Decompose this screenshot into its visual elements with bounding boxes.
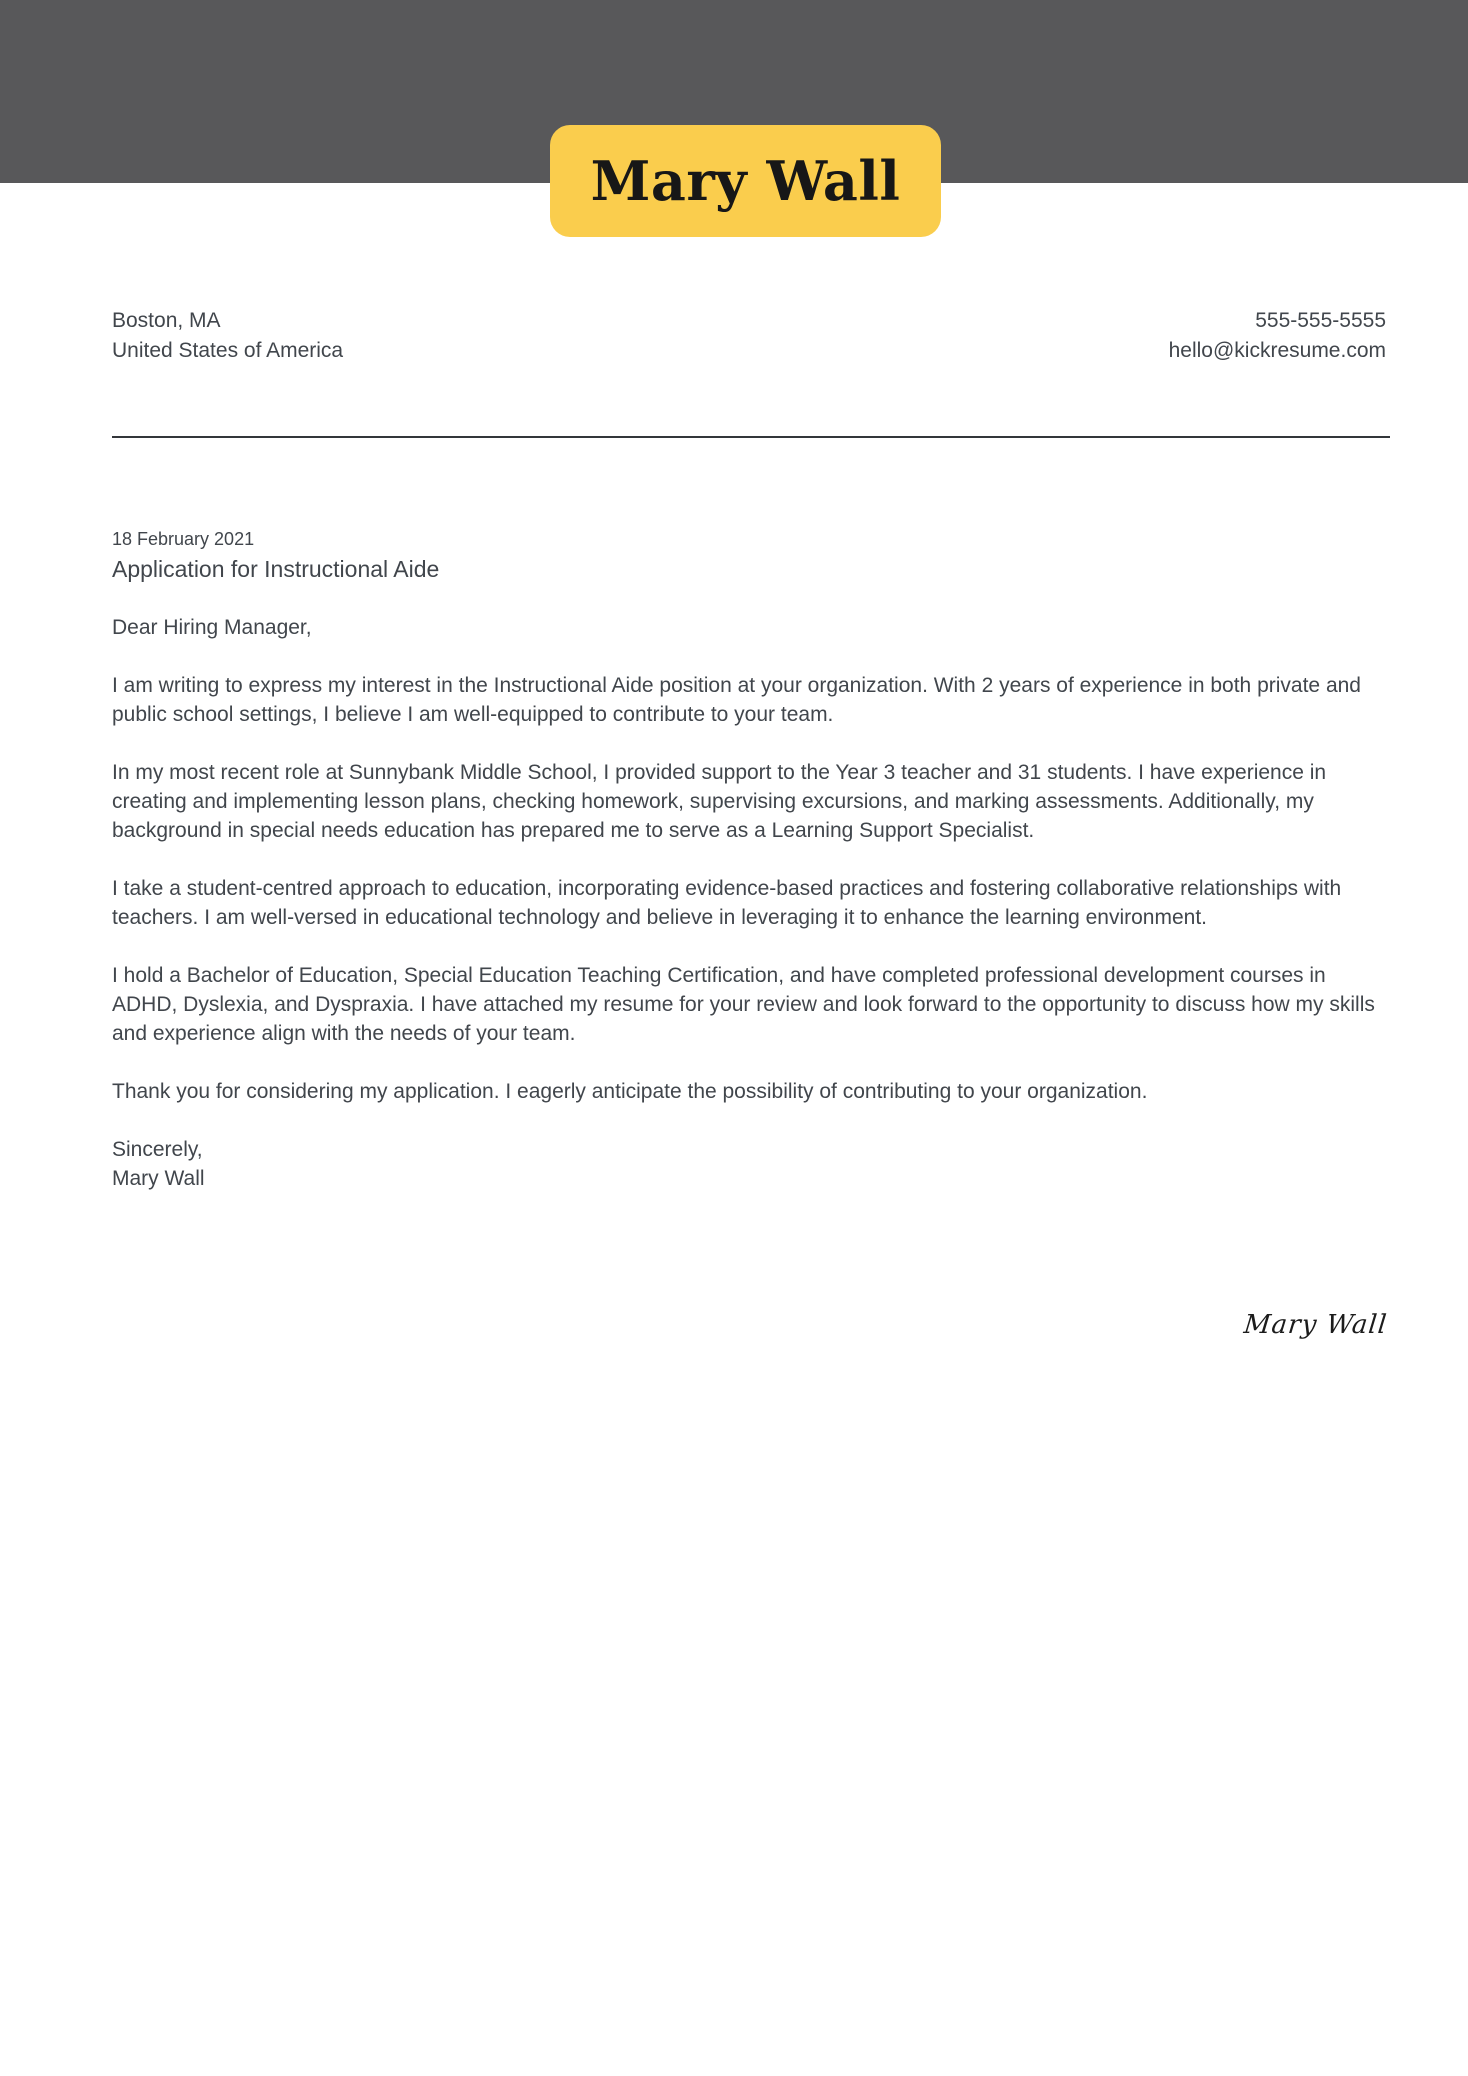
letter-subject: Application for Instructional Aide (112, 556, 440, 582)
letter-paragraph: Thank you for considering my application. I eagerly anticipate the possibility of contributing to your organization. (112, 1080, 1148, 1103)
letter-paragraph: I take a student-centred approach to education, incorporating evidence-based practices and fostering collaborative relationships with teachers. I am well-versed in educational technology and believe in leveraging it to enhance the learning environment. (112, 877, 1342, 929)
handwritten-signature: Mary Wall (1242, 1310, 1389, 1340)
letter-closing: Sincerely, (112, 1138, 203, 1161)
letter-paragraph: In my most recent role at Sunnybank Middle School, I provided support to the Year 3 teacher and 31 students. I have experience in creating and implementing lesson plans, checking homework, supervising excursions, and marking assessments. Additionally, my background in special needs education has prepared me to serve as a Learning Support Specialist. (112, 761, 1327, 842)
letter-signer-name: Mary Wall (112, 1167, 205, 1190)
name-badge (550, 125, 941, 237)
letter-paragraph: I hold a Bachelor of Education, Special Education Teaching Certification, and have completed professional development courses in ADHD, Dyslexia, and Dyspraxia. I have attached my resume for your review and look forward to the opportunity to discuss how my skills and experience align with the needs of your team. (112, 964, 1375, 1045)
contact-address-block (112, 306, 343, 366)
letter-paragraph: I am writing to express my interest in the Instructional Aide position at your organization. With 2 years of experience in both private and public school settings, I believe I am well-equipped to contribute to your team. (112, 674, 1361, 726)
letter-body (112, 527, 1386, 1193)
contact-country: United States of America (112, 339, 344, 362)
contact-phone: 555-555-5555 (1255, 309, 1386, 332)
header-divider (112, 436, 1390, 438)
applicant-name: Mary Wall (590, 149, 901, 213)
contact-city: Boston, MA (112, 309, 221, 332)
contact-details-block (1169, 306, 1386, 366)
letter-date: 18 February 2021 (112, 529, 255, 549)
contact-email: hello@kickresume.com (1168, 339, 1386, 362)
letter-closing-block (112, 1135, 1386, 1193)
letter-salutation: Dear Hiring Manager, (112, 616, 312, 639)
